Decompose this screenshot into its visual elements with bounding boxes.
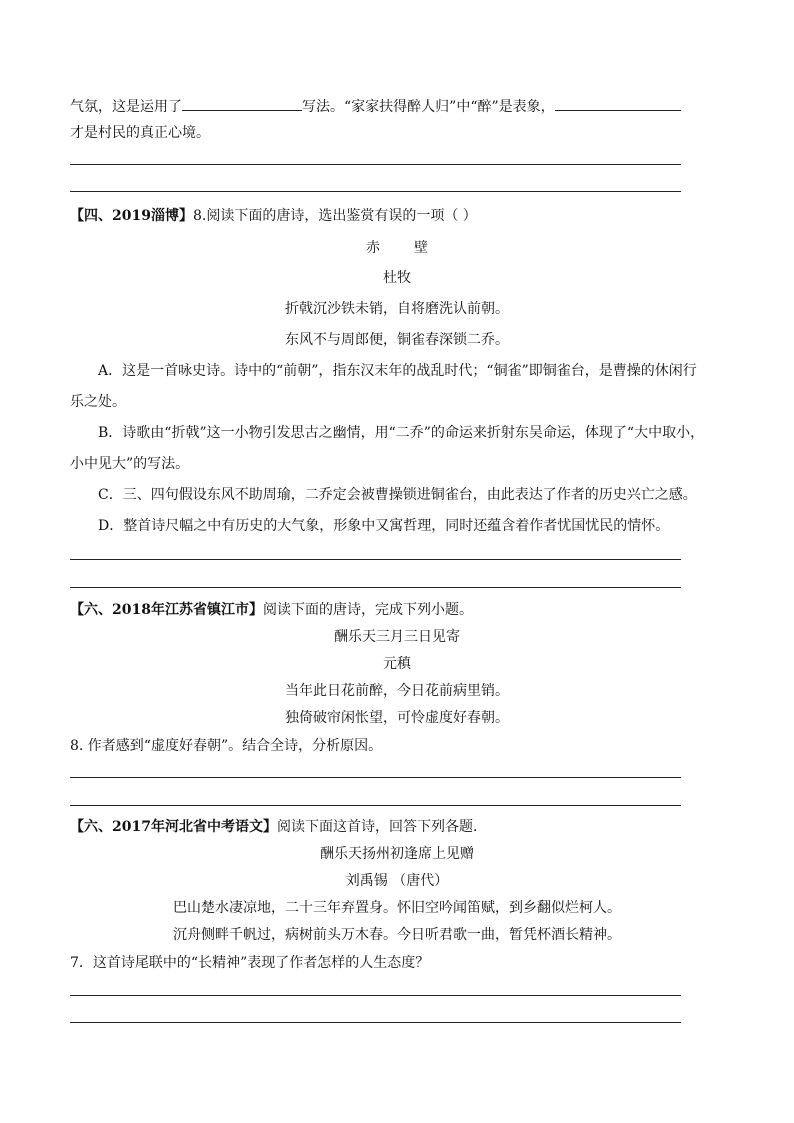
q6b-header	[70, 818, 487, 836]
q6a-prompt: 阅读下面的唐诗，完成下列小题。	[262, 602, 473, 618]
q6b-poem-author: 刘禹锡 （唐代）	[345, 873, 449, 889]
answer-blank-2[interactable]	[555, 96, 681, 111]
q6a-tag: 【六、2018年江苏省镇江市】	[70, 602, 263, 618]
q6a-header	[70, 601, 473, 619]
answer-line[interactable]	[70, 995, 681, 996]
answer-line[interactable]	[70, 191, 681, 192]
q6b-poem-title: 酬乐天扬州初逢席上见赠	[320, 846, 474, 862]
answer-blank-1[interactable]	[182, 96, 302, 111]
q6b-prompt: 阅读下面这首诗，回答下列各题．	[276, 819, 487, 835]
q6a-question: 8. 作者感到“虚度好春朝”。结合全诗，分析原因。	[70, 738, 383, 754]
top-line-1-mid: 写法。“家家扶得醉人归”中“醉”是表象，	[302, 99, 555, 115]
top-line-1-prefix: 气氛，这是运用了	[70, 99, 182, 115]
top-line-2: 才是村民的真正心境。	[70, 125, 210, 141]
q4-option-d: D．整首诗尺幅之中有历史的大气象，形象中又寓哲理，同时还蕴含着作者忧国忧民的情怀。	[98, 518, 670, 534]
q4-prompt: 8.阅读下面的唐诗，选出鉴赏有误的一项（ ）	[192, 208, 477, 224]
top-line-1	[70, 96, 681, 116]
q6a-poem-author: 元稹	[383, 656, 411, 672]
q4-poem-author: 杜牧	[383, 270, 411, 286]
q6b-poem-line-1: 巴山楚水凄凉地，二十三年弃置身。怀旧空吟闻笛赋，到乡翻似烂柯人。	[173, 900, 621, 916]
q4-option-a-line-1: A．这是一首咏史诗。诗中的“前朝”，指东汉末年的战乱时代；“铜雀”即铜雀台，是曹操的休闲行	[98, 363, 697, 379]
q4-option-b-line-1: B．诗歌由“折戟”这一小物引发思古之幽情，用“二乔”的命运来折射东吴命运，体现了“大中取小，	[98, 425, 705, 441]
q4-poem-line-2: 东风不与周郎便，铜雀春深锁二乔。	[285, 332, 509, 348]
q4-option-c: C．三、四句假设东风不助周瑜，二乔定会被曹操锁进铜雀台，由此表达了作者的历史兴亡之感。	[98, 487, 697, 503]
answer-line[interactable]	[70, 1022, 681, 1023]
answer-line[interactable]	[70, 587, 681, 588]
q4-title-char-2: 壁	[414, 240, 428, 256]
answer-line[interactable]	[70, 164, 681, 165]
answer-line[interactable]	[70, 777, 681, 778]
q6b-poem-line-2: 沉舟侧畔千帆过，病树前头万木春。今日听君歌一曲，暂凭杯酒长精神。	[173, 927, 621, 943]
q4-tag: 【四、2019淄博】	[70, 208, 193, 224]
q4-poem-title	[0, 239, 794, 257]
q4-header	[70, 207, 477, 225]
q4-poem-line-1: 折戟沉沙铁未销，自将磨洗认前朝。	[285, 301, 509, 317]
q6b-question: 7．这首诗尾联中的“长精神”表现了作者怎样的人生态度？	[70, 955, 430, 971]
answer-line[interactable]	[70, 559, 681, 560]
q4-option-b-line-2: 小中见大”的写法。	[70, 456, 190, 472]
q6b-tag: 【六、2017年河北省中考语文】	[70, 819, 277, 835]
q6a-poem-title: 酬乐天三月三日见寄	[334, 629, 460, 645]
q4-option-a-line-2: 乐之处。	[70, 394, 126, 410]
q4-title-char-1: 赤	[366, 240, 380, 256]
q6a-poem-line-1: 当年此日花前醉，今日花前病里销。	[285, 683, 509, 699]
q6a-poem-line-2: 独倚破帘闲怅望，可怜虚度好春朝。	[285, 710, 509, 726]
answer-line[interactable]	[70, 805, 681, 806]
